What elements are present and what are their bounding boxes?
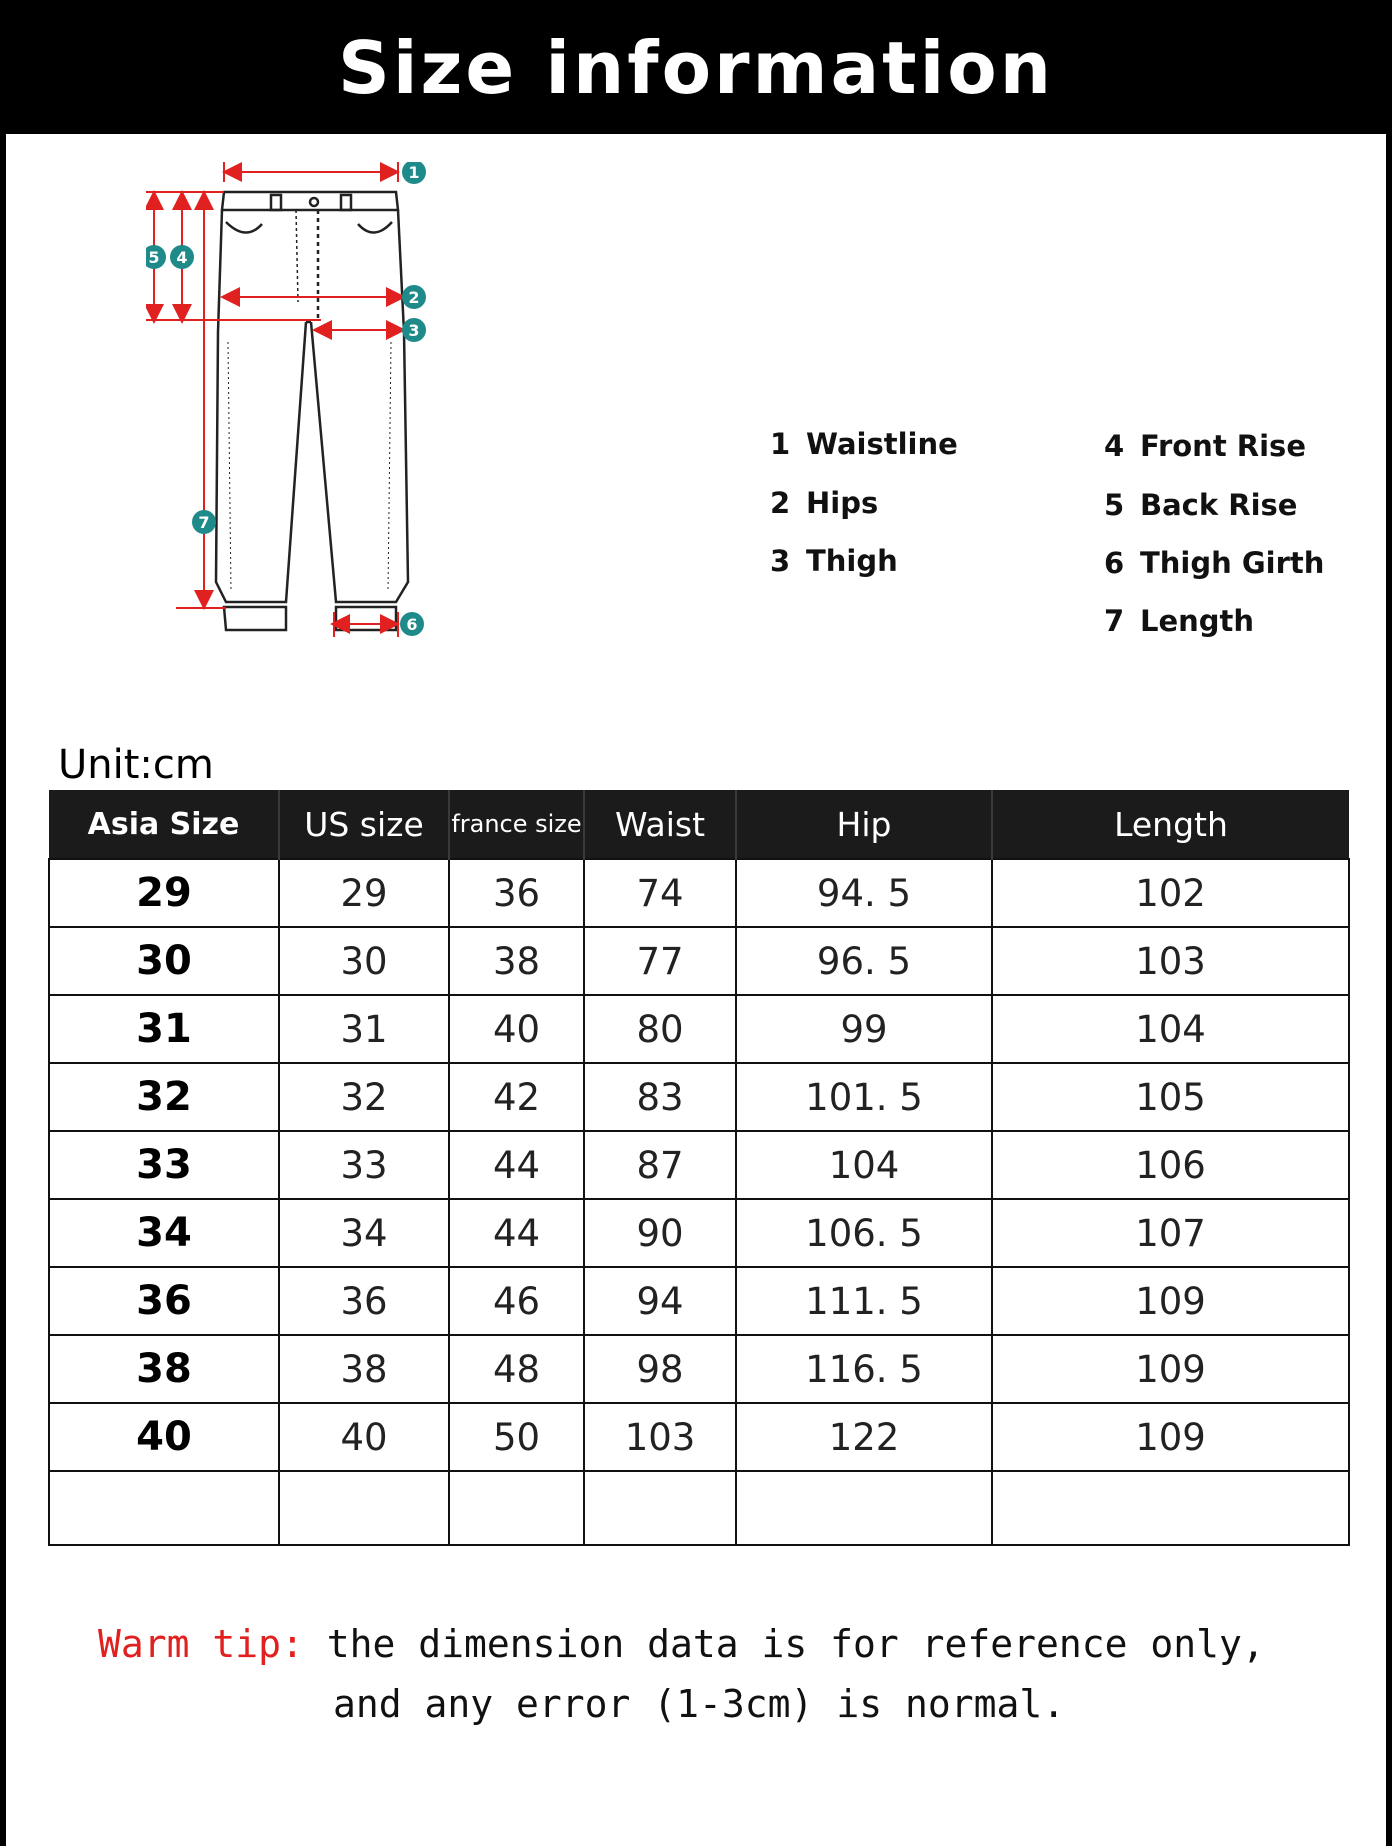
table-cell: 103 — [584, 1403, 736, 1471]
table-row — [49, 1403, 1349, 1471]
unit-label: Unit:cm — [58, 742, 214, 788]
table-cell: 102 — [992, 859, 1349, 927]
table-cell: 32 — [49, 1063, 279, 1131]
table-cell: 101. 5 — [736, 1063, 992, 1131]
legend-item: 3 Thigh — [770, 544, 898, 578]
table-cell: 31 — [49, 995, 279, 1063]
table-cell: 38 — [279, 1335, 449, 1403]
table-cell: 48 — [449, 1335, 584, 1403]
table-row — [49, 995, 1349, 1063]
table-cell: 106. 5 — [736, 1199, 992, 1267]
table-cell-empty — [449, 1471, 584, 1545]
table-cell: 77 — [584, 927, 736, 995]
col-header-hip: Hip — [736, 790, 992, 859]
table-cell: 46 — [449, 1267, 584, 1335]
table-cell: 33 — [49, 1131, 279, 1199]
table-cell: 106 — [992, 1131, 1349, 1199]
table-cell: 80 — [584, 995, 736, 1063]
table-row — [49, 1267, 1349, 1335]
marker-6-icon — [400, 612, 424, 636]
marker-5-label: 5 — [148, 248, 160, 267]
table-cell-empty — [279, 1471, 449, 1545]
marker-2-icon — [402, 285, 426, 309]
table-cell: 29 — [279, 859, 449, 927]
table-cell: 29 — [49, 859, 279, 927]
header-bar — [6, 2, 1386, 134]
table-cell: 74 — [584, 859, 736, 927]
table-cell: 30 — [279, 927, 449, 995]
table-row — [49, 927, 1349, 995]
table-cell: 116. 5 — [736, 1335, 992, 1403]
warm-tip-line2: and any error (1-3cm) is normal. — [333, 1682, 1066, 1726]
marker-6-label: 6 — [406, 615, 418, 634]
table-cell: 40 — [449, 995, 584, 1063]
table-cell: 107 — [992, 1199, 1349, 1267]
table-cell: 44 — [449, 1131, 584, 1199]
marker-7-icon — [192, 510, 216, 534]
table-cell: 40 — [49, 1403, 279, 1471]
marker-5-icon — [146, 245, 166, 269]
col-header-us-size: US size — [279, 790, 449, 859]
table-cell-empty — [49, 1471, 279, 1545]
table-cell: 105 — [992, 1063, 1349, 1131]
page-title: Size information — [337, 26, 1054, 110]
marker-3-icon — [402, 318, 426, 342]
marker-4-label: 4 — [176, 248, 188, 267]
measurement-lines — [146, 162, 402, 637]
legend-item: 5 Back Rise — [1104, 488, 1298, 522]
table-cell: 104 — [736, 1131, 992, 1199]
pants-outline-icon — [216, 192, 408, 630]
marker-1-label: 1 — [408, 163, 420, 182]
table-cell: 99 — [736, 995, 992, 1063]
warm-tip-label: Warm tip: — [98, 1622, 304, 1666]
table-cell: 87 — [584, 1131, 736, 1199]
legend-item: 1 Waistline — [770, 427, 958, 461]
size-chart-page — [6, 2, 1386, 1846]
marker-1-icon — [402, 162, 426, 184]
marker-2-label: 2 — [408, 288, 420, 307]
table-cell: 83 — [584, 1063, 736, 1131]
table-cell: 104 — [992, 995, 1349, 1063]
legend-item: 7 Length — [1104, 604, 1255, 638]
table-cell: 38 — [449, 927, 584, 995]
table-cell-empty — [584, 1471, 736, 1545]
table-cell: 34 — [279, 1199, 449, 1267]
table-cell: 111. 5 — [736, 1267, 992, 1335]
table-row-empty — [49, 1471, 1349, 1545]
table-cell: 98 — [584, 1335, 736, 1403]
table-cell: 40 — [279, 1403, 449, 1471]
table-cell: 34 — [49, 1199, 279, 1267]
table-row — [49, 859, 1349, 927]
table-row — [49, 1199, 1349, 1267]
table-cell: 33 — [279, 1131, 449, 1199]
marker-7-label: 7 — [198, 513, 210, 532]
table-cell: 109 — [992, 1267, 1349, 1335]
legend-item: 2 Hips — [770, 486, 879, 520]
table-cell: 36 — [279, 1267, 449, 1335]
marker-4-icon — [170, 245, 194, 269]
table-cell: 90 — [584, 1199, 736, 1267]
table-row — [49, 1063, 1349, 1131]
table-cell: 36 — [49, 1267, 279, 1335]
table-header-row — [49, 790, 1349, 859]
table-row — [49, 1335, 1349, 1403]
table-cell: 50 — [449, 1403, 584, 1471]
marker-3-label: 3 — [408, 321, 420, 340]
table-cell: 109 — [992, 1403, 1349, 1471]
table-cell: 94. 5 — [736, 859, 992, 927]
col-header-length: Length — [992, 790, 1349, 859]
table-cell: 30 — [49, 927, 279, 995]
table-cell: 96. 5 — [736, 927, 992, 995]
legend-item: 6 Thigh Girth — [1104, 546, 1325, 580]
table-row — [49, 1131, 1349, 1199]
table-cell: 31 — [279, 995, 449, 1063]
table-cell: 109 — [992, 1335, 1349, 1403]
size-table — [48, 790, 1350, 1546]
col-header-asia-size: Asia Size — [49, 790, 279, 859]
pants-measurement-diagram — [146, 162, 526, 762]
col-header-france-size: france size — [449, 790, 584, 859]
table-cell: 122 — [736, 1403, 992, 1471]
warm-tip-line1: the dimension data is for reference only, — [303, 1622, 1265, 1666]
table-cell: 42 — [449, 1063, 584, 1131]
table-cell: 103 — [992, 927, 1349, 995]
legend-item: 4 Front Rise — [1104, 429, 1306, 463]
table-cell: 44 — [449, 1199, 584, 1267]
col-header-waist: Waist — [584, 790, 736, 859]
table-cell: 94 — [584, 1267, 736, 1335]
warm-tip — [98, 1614, 1348, 1734]
table-cell: 38 — [49, 1335, 279, 1403]
table-cell-empty — [736, 1471, 992, 1545]
table-cell-empty — [992, 1471, 1349, 1545]
table-cell: 32 — [279, 1063, 449, 1131]
table-cell: 36 — [449, 859, 584, 927]
